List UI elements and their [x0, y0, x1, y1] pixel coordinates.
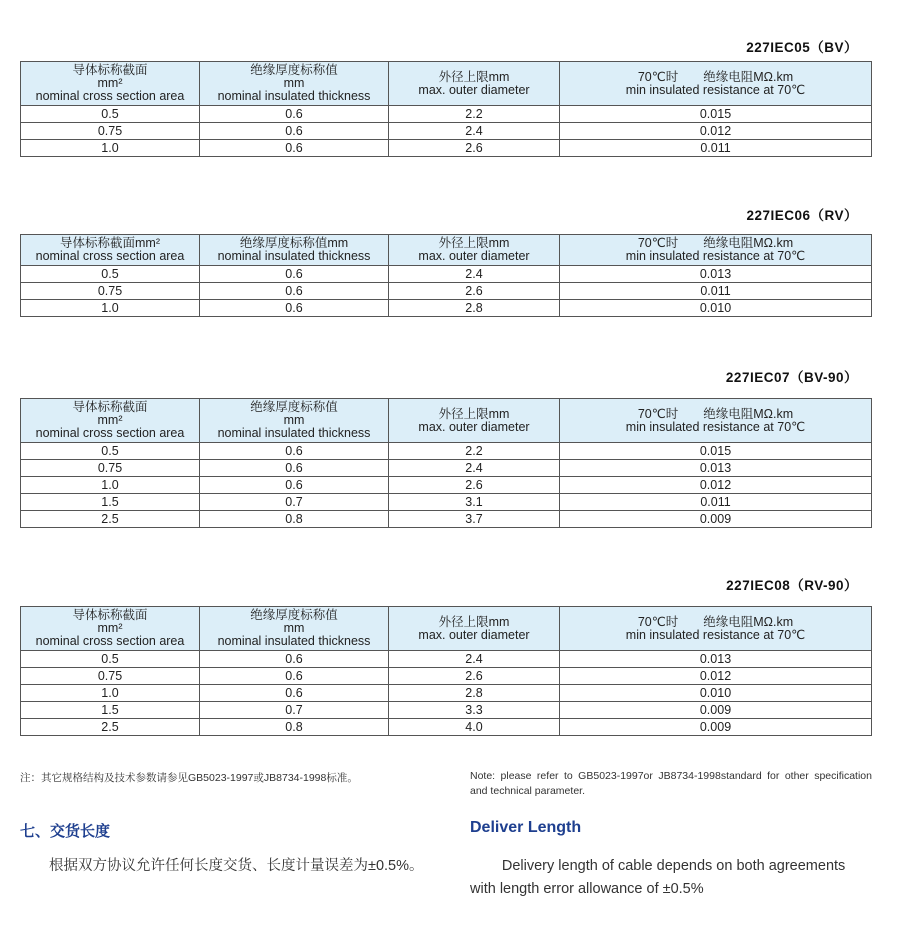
- header-outer-diameter: 外径上限mm max. outer diameter: [389, 235, 560, 266]
- delivery-text-en: Delivery length of cable depends on both agreements with length error allowance of ±0.5%: [470, 858, 846, 897]
- table-row: 0.5 0.6 2.2 0.015: [21, 106, 872, 123]
- header-resistance: 70℃时 绝缘电阻MΩ.km min insulated resistance at 70℃: [560, 235, 872, 266]
- table-title: 227IEC08（RV-90）: [726, 578, 858, 593]
- table-title: 227IEC06（RV）: [746, 208, 858, 223]
- header-row: [21, 399, 872, 443]
- table-title: 227IEC05（BV）: [746, 40, 858, 55]
- table-row: 0.75 0.6 2.6 0.011: [21, 283, 872, 300]
- header-cross-section: 导体标称截面mm² nominal cross section area: [21, 235, 200, 266]
- header-cross-section: 导体标称截面 mm² nominal cross section area: [21, 399, 200, 443]
- table-row: 1.0 0.6 2.8 0.010: [21, 300, 872, 317]
- table-row: 1.0 0.6 2.6 0.012: [21, 477, 872, 494]
- table-row: 1.0 0.6 2.6 0.011: [21, 140, 872, 157]
- header-row: [21, 62, 872, 106]
- header-row: [21, 235, 872, 266]
- table-row: 0.5 0.6 2.4 0.013: [21, 266, 872, 283]
- section-heading-en: Deliver Length: [470, 819, 582, 836]
- header-resistance: 70℃时 绝缘电阻MΩ.km min insulated resistance at 70℃: [560, 607, 872, 651]
- header-row: [21, 607, 872, 651]
- spec-table-rv-90: [20, 606, 872, 736]
- delivery-text-cn: 根据双方协议允许任何长度交货、长度计量误差为±0.5%。: [49, 858, 424, 874]
- table-row: 2.5 0.8 4.0 0.009: [21, 719, 872, 736]
- header-outer-diameter: 外径上限mm max. outer diameter: [389, 62, 560, 106]
- header-cross-section: 导体标称截面 mm² nominal cross section area: [21, 607, 200, 651]
- header-thickness: 绝缘厚度标称值mm nominal insulated thickness: [200, 235, 389, 266]
- spec-table-bv-90: [20, 398, 872, 528]
- header-resistance: 70℃时 绝缘电阻MΩ.km min insulated resistance at 70℃: [560, 399, 872, 443]
- table-row: 0.5 0.6 2.2 0.015: [21, 443, 872, 460]
- table-row: 0.75 0.6 2.4 0.012: [21, 123, 872, 140]
- table-row: 0.75 0.6 2.4 0.013: [21, 460, 872, 477]
- table-row: 1.0 0.6 2.8 0.010: [21, 685, 872, 702]
- note-english: Note: please refer to GB5023-1997or JB8734-1998standard for other specification and technical parameter.: [470, 770, 872, 797]
- header-thickness: 绝缘厚度标称值 mm nominal insulated thickness: [200, 607, 389, 651]
- table-row: 1.5 0.7 3.1 0.011: [21, 494, 872, 511]
- table-row: 0.75 0.6 2.6 0.012: [21, 668, 872, 685]
- spec-table-rv: [20, 234, 872, 317]
- table-row: 0.5 0.6 2.4 0.013: [21, 651, 872, 668]
- header-cross-section: 导体标称截面 mm² nominal cross section area: [21, 62, 200, 106]
- header-outer-diameter: 外径上限mm max. outer diameter: [389, 607, 560, 651]
- spec-table-bv: [20, 61, 872, 157]
- table-row: 2.5 0.8 3.7 0.009: [21, 511, 872, 528]
- header-thickness: 绝缘厚度标称值 mm nominal insulated thickness: [200, 62, 389, 106]
- note-chinese: 注：其它规格结构及技术参数请参见GB5023-1997或JB8734-1998标准。: [20, 772, 358, 784]
- table-title: 227IEC07（BV-90）: [725, 370, 858, 385]
- header-outer-diameter: 外径上限mm max. outer diameter: [389, 399, 560, 443]
- header-thickness: 绝缘厚度标称值 mm nominal insulated thickness: [200, 399, 389, 443]
- section-heading-cn: 七、交货长度: [20, 823, 111, 840]
- header-resistance: 70℃时 绝缘电阻MΩ.km min insulated resistance at 70℃: [560, 62, 872, 106]
- table-row: 1.5 0.7 3.3 0.009: [21, 702, 872, 719]
